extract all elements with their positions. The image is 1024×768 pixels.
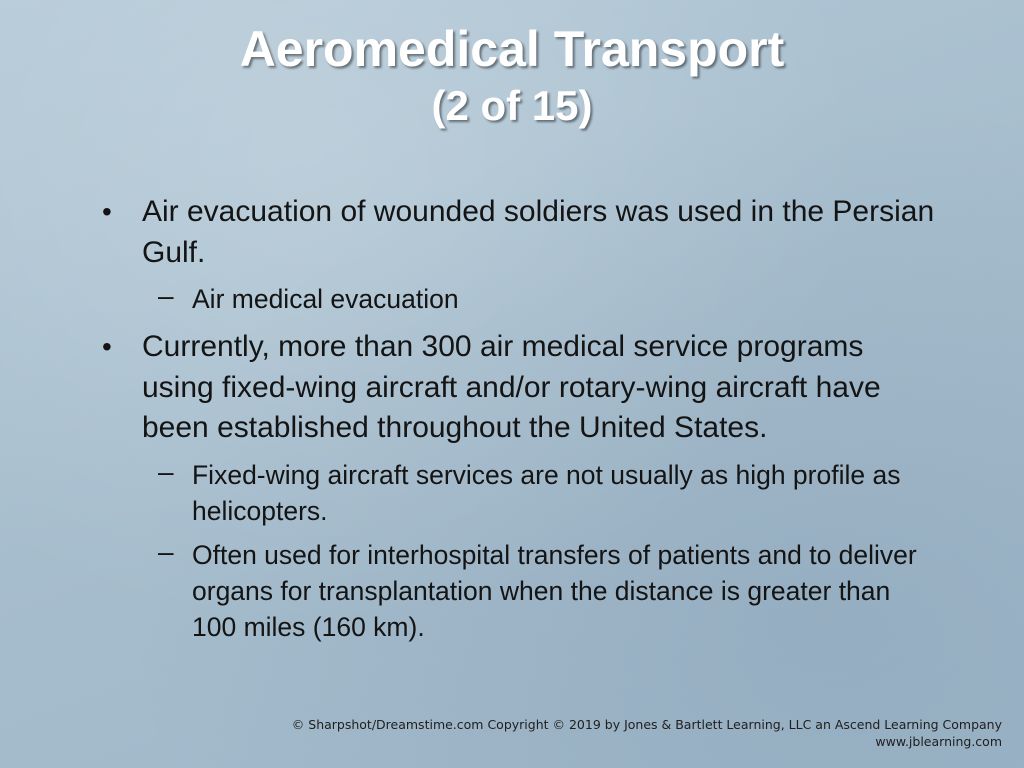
sub-bullet-marker: – <box>158 280 174 311</box>
sub-bullet-text: Fixed-wing aircraft services are not usually as high profile as helicopters. <box>192 459 901 526</box>
bullet-text: Air evacuation of wounded soldiers was used in the Persian Gulf. <box>142 195 935 269</box>
bullet-marker: • <box>102 196 112 227</box>
sub-bullet-item <box>100 281 940 317</box>
slide-footer <box>292 716 1002 750</box>
bullet-item <box>100 192 940 273</box>
bullet-item <box>100 327 940 449</box>
copyright-notice: © Sharpshot/Dreamstime.com Copyright © 2019 by Jones & Bartlett Learning, LLC an Ascend Learning Company <box>291 717 1002 732</box>
sub-bullet-marker: – <box>158 535 174 567</box>
sub-bullet-text: Often used for interhospital transfers of patients and to deliver organs for transplantation when the distance is greater than 100 miles (160 km). <box>192 539 917 642</box>
sub-bullet-item <box>100 537 940 645</box>
slide-body <box>100 192 940 645</box>
bullet-marker: • <box>102 331 112 362</box>
slide-title: Aeromedical Transport <box>239 21 785 77</box>
publisher-website: www.jblearning.com <box>875 734 1002 749</box>
slide-subtitle: (2 of 15) <box>431 82 593 129</box>
sub-bullet-item <box>100 457 940 529</box>
bullet-text: Currently, more than 300 air medical service programs using fixed-wing aircraft and/or rotary-wing aircraft have been established throughout the United States. <box>142 330 881 444</box>
sub-bullet-text: Air medical evacuation <box>192 284 459 314</box>
sub-bullet-marker: – <box>158 455 174 487</box>
slide-title-block <box>0 18 1024 132</box>
